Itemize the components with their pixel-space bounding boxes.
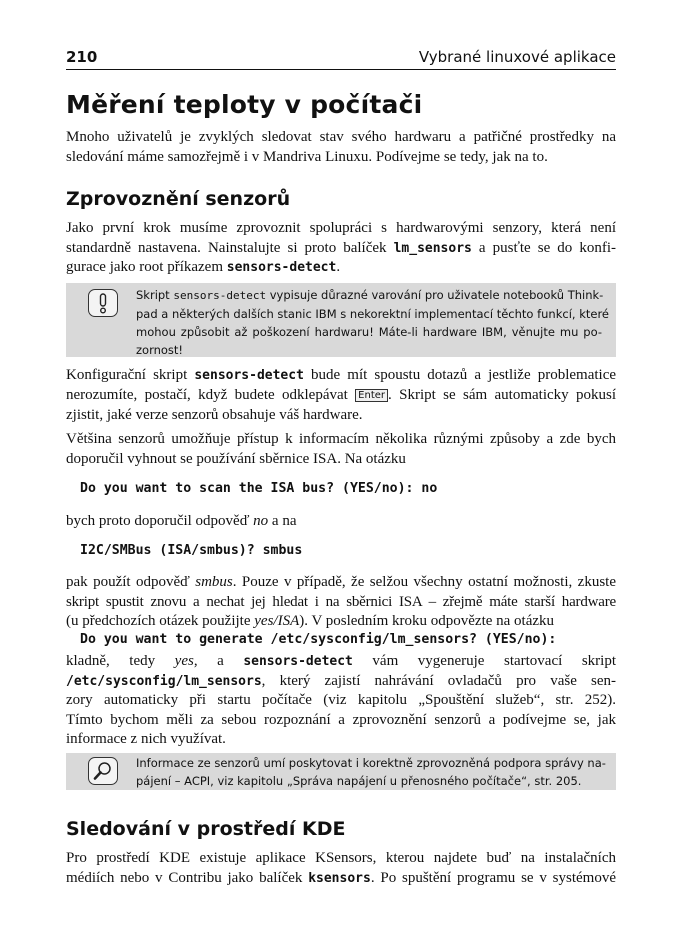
- text-line: skript spustit znovu a nechat jej hledat i na sběrnici ISA – zřejmě máte starší hardware: [66, 593, 616, 610]
- inline-code-sensors-detect: sensors-detect: [194, 368, 304, 383]
- paragraph-config: [66, 366, 616, 426]
- text-line: mohou způsobit až poškození hardwaru! Máte-li hardware IBM, věnujte mu po-: [136, 325, 602, 339]
- text-line: zory automaticky při startu počítače (viz kapitolu „Spouštění služeb“, str. 252).: [66, 692, 616, 708]
- subsection-title-kde: Sledování v prostředí KDE: [66, 818, 346, 840]
- paragraph-generate: [66, 652, 616, 750]
- code-block-generate-question: Do you want to generate /etc/sysconfig/lm_sensors? (YES/no):: [80, 632, 557, 647]
- exclamation-icon: [88, 289, 118, 317]
- enter-key: Enter: [355, 389, 388, 402]
- page-number: 210: [66, 48, 98, 66]
- text-line: Konfigurační skript sensors-detect bude mít spoustu dotazů a jestliže problematice: [66, 367, 617, 383]
- info-text: [136, 754, 606, 790]
- inline-code-sensors-detect: sensors-detect: [226, 260, 337, 275]
- header-rule: [66, 69, 616, 70]
- paragraph-isa: [66, 430, 616, 469]
- text-line: Skript sensors-detect vypisuje důrazné varování pro uživatele notebooků Think-: [136, 288, 604, 302]
- text-line: Pro prostředí KDE existuje aplikace KSensors, kterou najdete buď na instalačních: [66, 850, 616, 866]
- warning-text: [136, 286, 609, 359]
- text-line: doporučil vyhnout se používání sběrnice ISA. Na otázku: [66, 450, 406, 467]
- text-line: Většina senzorů umožňuje přístup k informacím několika různými způsoby a zde bych: [66, 431, 616, 447]
- text-line: kladně, tedy yes, a sensors-detect vám vygeneruje startovací skript: [66, 653, 616, 669]
- text-line: (u předchozích otázek použijte yes/ISA). V posledním kroku odpovězte na otázku: [66, 613, 555, 629]
- code-block-smbus-question: I2C/SMBus (ISA/smbus)? smbus: [80, 543, 303, 558]
- text-line: médiích nebo v Contribu jako balíček ksensors. Po spuštění programu se v systémové: [66, 869, 616, 886]
- text-line: gurace jako root příkazem sensors-detect.: [66, 259, 341, 275]
- running-title: Vybrané linuxové aplikace: [418, 48, 616, 66]
- magnifier-icon: [88, 757, 118, 785]
- paragraph-answer-no: [66, 512, 616, 532]
- text-line: pad a některých dalších stanic IBM s nekorektní implementací těchto funkcí, které: [136, 307, 609, 321]
- text-line: pájení – ACPI, viz kapitolu „Správa napájení u přenosného počítače“, str. 205.: [136, 774, 582, 788]
- inline-code-lm-sensors-path: /etc/sysconfig/lm_sensors: [66, 673, 262, 689]
- text-line: Jako první krok musíme zprovoznit spolupráci s hardwarovými senzory, která není: [66, 220, 616, 236]
- text-line: Informace ze senzorů umí poskytovat i korektně zprovozněná podpora správy na-: [136, 756, 606, 770]
- intro-line-1: Mnoho uživatelů je zvyklých sledovat stav svého hardwaru a patřičné prostředky na: [66, 129, 616, 145]
- text-line: Tímto bychom měli za sebou rozpoznání a zprovoznění senzorů a podívejme se, jak: [66, 711, 616, 728]
- text-line: zornost!: [136, 343, 184, 357]
- section-title: Měření teploty v počítači: [66, 90, 423, 119]
- text-line: nerozumíte, postačí, když budete odklepávat Enter . Skript se sám automaticky pokusí: [66, 386, 616, 403]
- intro-paragraph: [66, 128, 616, 167]
- text-line: informace z nich využívat.: [66, 731, 226, 747]
- text-line: pak použít odpověď smbus. Pouze v případě, že selžou všechny ostatní možnosti, zkuste: [66, 574, 616, 590]
- text-line: /etc/sysconfig/lm_sensors, který zajistí nahrávání ovladačů pro vaše sen-: [66, 672, 616, 689]
- warning-note: [66, 283, 616, 357]
- paragraph-smbus: [66, 573, 616, 632]
- inline-code-sensors-detect: sensors-detect: [243, 654, 353, 669]
- inline-code-sensors-detect: sensors-detect: [173, 289, 267, 302]
- text-line: zjistit, jaké verze senzorů obsahuje váš hardware.: [66, 407, 363, 423]
- text-line: bych proto doporučil odpověď no a na: [66, 513, 297, 529]
- inline-code-ksensors: ksensors: [308, 870, 371, 886]
- paragraph-setup: [66, 219, 616, 278]
- inline-code-lm-sensors: lm_sensors: [393, 240, 472, 256]
- text-line: standardně nastavena. Nainstalujte si proto balíček lm_sensors a pusťte se do konfi-: [66, 239, 616, 256]
- code-block-isa-question: Do you want to scan the ISA bus? (YES/no): no: [80, 481, 438, 496]
- intro-line-2: sledování máme samozřejmě i v Mandriva Linuxu. Podívejme se tedy, jak na to.: [66, 148, 548, 165]
- paragraph-kde: [66, 849, 616, 888]
- subsection-title-sensors: Zprovoznění senzorů: [66, 188, 291, 210]
- info-note: [66, 753, 616, 790]
